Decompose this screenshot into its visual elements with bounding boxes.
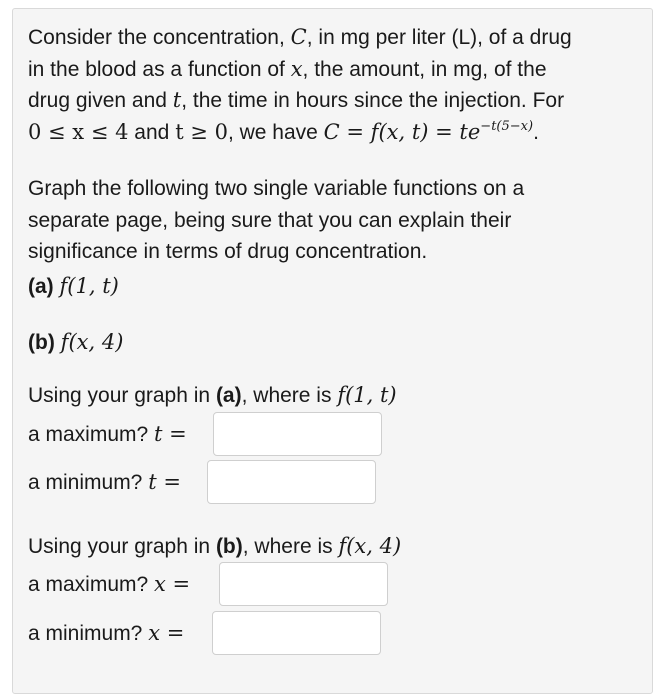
instructions-line: significance in terms of drug concentration. — [28, 240, 428, 263]
instructions-line: separate page, being sure that you can explain their — [28, 208, 512, 232]
math-formula: C = f(x, t) = te — [323, 119, 481, 144]
part-b-expr: f(x, 4) — [60, 330, 124, 354]
math-var-x: x — [290, 56, 303, 81]
min-var: x = — [148, 621, 185, 645]
question-ref: (b) — [215, 535, 243, 558]
math-range-t: t ≥ 0 — [175, 119, 228, 144]
question-a-prompt — [28, 379, 397, 411]
min-label: a minimum? — [28, 622, 149, 645]
intro-text: in the blood as a function of — [28, 57, 291, 81]
question-text: Using your graph in — [28, 384, 216, 407]
question-b-prompt — [28, 530, 401, 562]
intro-text: and — [128, 120, 176, 144]
intro-line-1 — [28, 22, 628, 54]
part-b — [28, 326, 123, 358]
question-ref: (a) — [215, 384, 242, 407]
intro-text: , the time in hours since the injection. For — [181, 89, 565, 112]
part-b-label: (b) — [28, 331, 55, 354]
intro-line-3 — [28, 85, 628, 117]
min-label: a minimum? — [28, 471, 149, 494]
question-a-max-label — [28, 418, 187, 450]
intro-text: , the amount, in mg, of the — [302, 57, 547, 81]
intro-text: . — [533, 120, 539, 144]
question-a-min-label — [28, 466, 181, 498]
max-var: t = — [154, 422, 187, 446]
min-var: t = — [148, 470, 181, 494]
max-var: x = — [154, 572, 191, 596]
intro-line-2 — [28, 54, 628, 86]
intro-text: , in mg per liter (L), of a drug — [306, 26, 572, 49]
math-exponent: −t(5−x) — [480, 118, 534, 134]
question-text: , where is — [241, 384, 338, 407]
intro-text: Consider the concentration, — [28, 26, 291, 49]
answer-b-min-input[interactable] — [212, 611, 381, 655]
question-text: Using your graph in — [28, 535, 216, 558]
max-label: a maximum? — [28, 423, 155, 446]
intro-text: , we have — [227, 120, 324, 144]
math-range-x: 0 ≤ x ≤ 4 — [28, 119, 129, 144]
math-var-c: C — [290, 25, 307, 49]
intro-text: drug given and — [28, 89, 173, 112]
part-a — [28, 270, 119, 302]
answer-a-max-input[interactable] — [213, 412, 382, 456]
intro-line-4 — [28, 117, 628, 149]
math-var-t: t — [172, 88, 182, 112]
max-label: a maximum? — [28, 573, 155, 596]
question-expr: f(1, t) — [337, 383, 397, 407]
question-expr: f(x, 4) — [338, 534, 402, 558]
part-a-expr: f(1, t) — [59, 274, 119, 298]
question-b-max-label — [28, 568, 190, 600]
answer-b-max-input[interactable] — [219, 562, 388, 606]
instructions-line: Graph the following two single variable functions on a — [28, 177, 525, 200]
instructions-paragraph — [28, 173, 628, 268]
question-text: , where is — [242, 535, 339, 558]
question-b-min-label — [28, 617, 184, 649]
part-a-label: (a) — [28, 275, 54, 298]
intro-paragraph — [28, 22, 628, 148]
answer-a-min-input[interactable] — [207, 460, 376, 504]
